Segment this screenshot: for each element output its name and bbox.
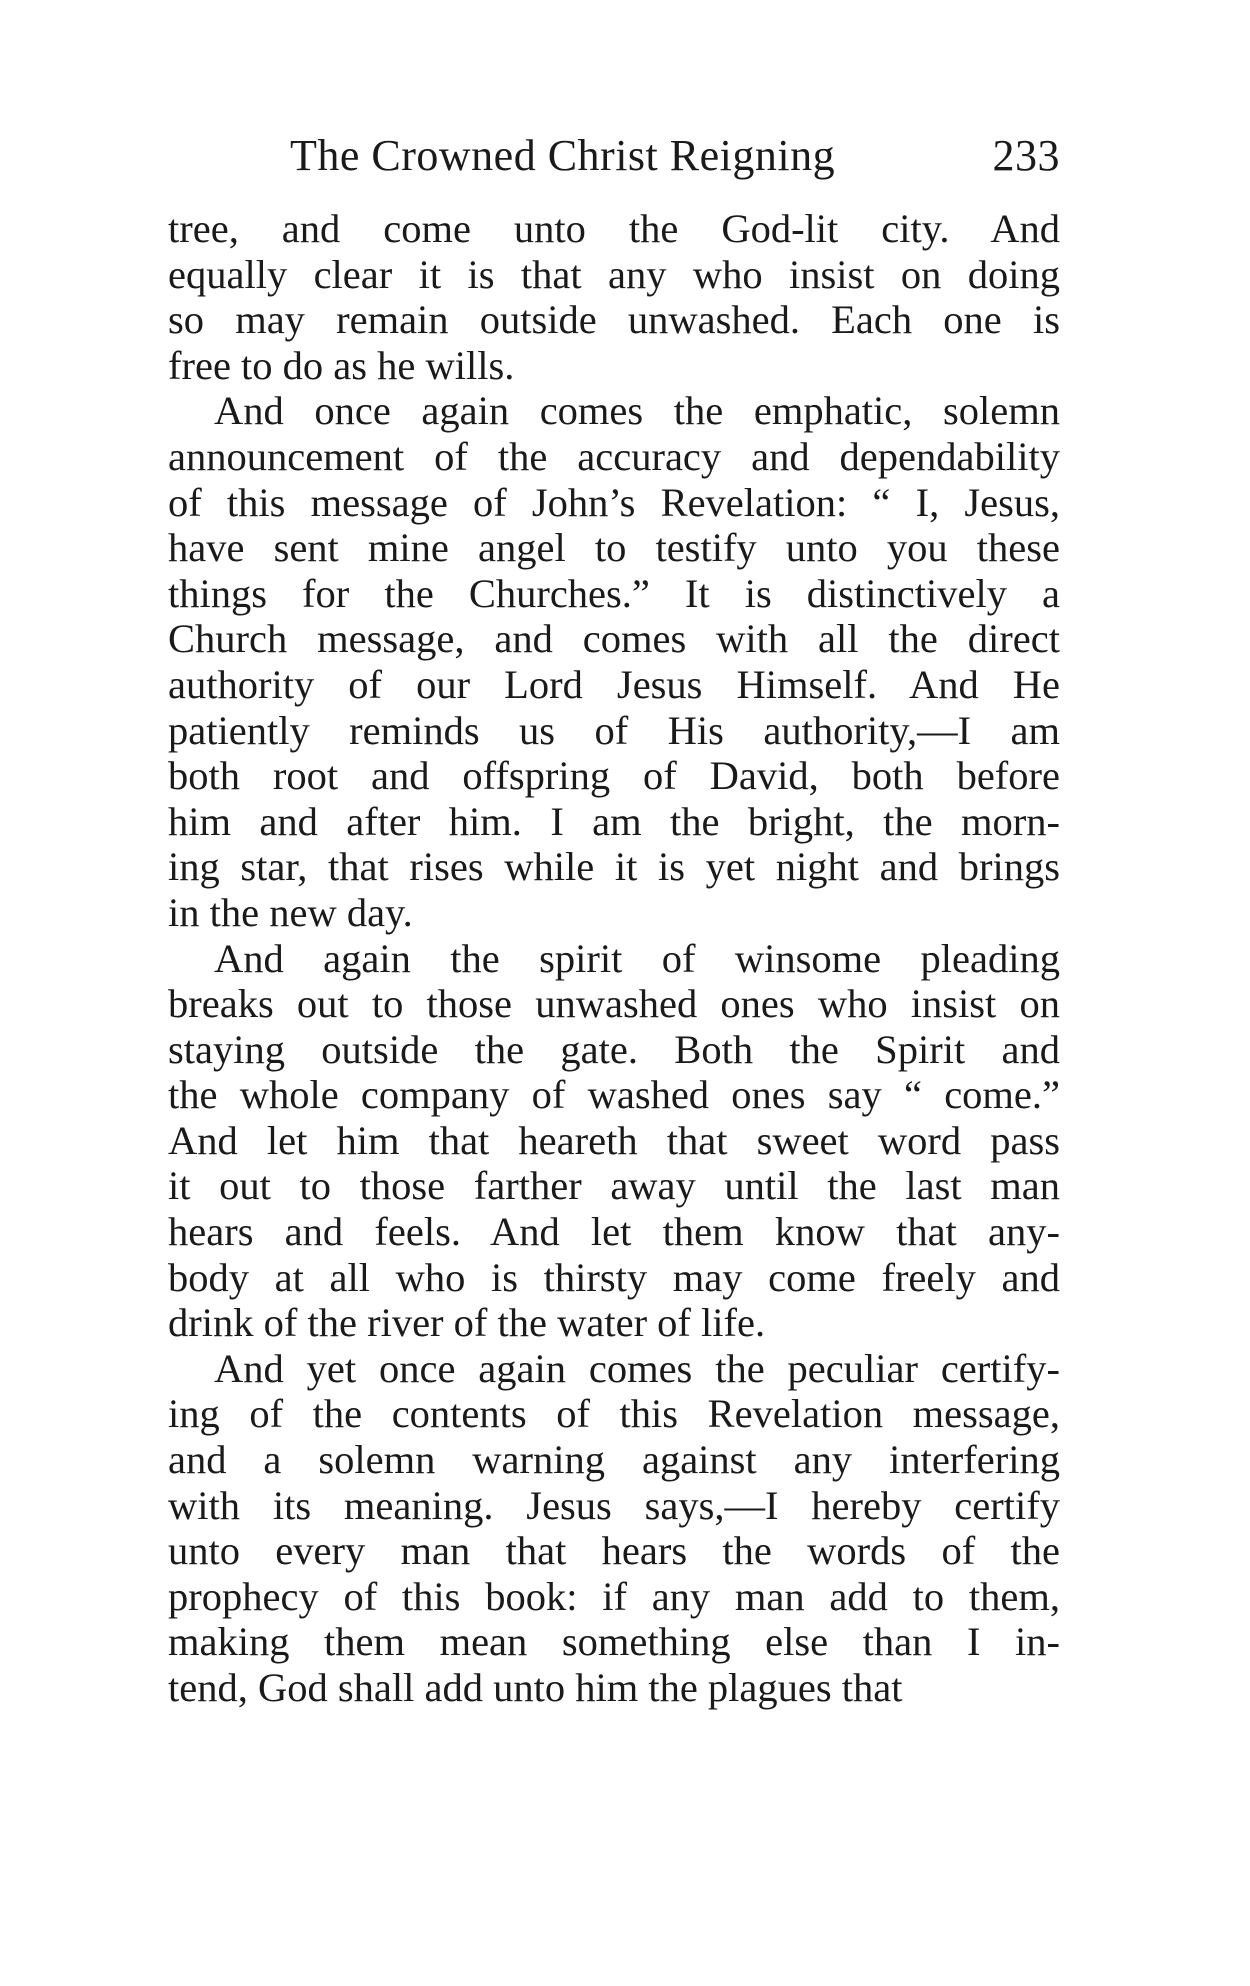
text-line: patiently reminds us of His authority,—I am [168,707,1060,753]
paragraph [168,936,1060,1346]
text-line: hears and feels. And let them know that any- [168,1209,1060,1255]
text-line: making them mean something else than I in- [168,1619,1060,1665]
text-line: ing of the contents of this Revelation message, [168,1391,1060,1437]
text-line: things for the Churches.” It is distinctively a [168,570,1060,616]
text-line: authority of our Lord Jesus Himself. And He [168,661,1060,707]
text-line: ing star, that rises while it is yet night and brings [168,844,1060,890]
paragraph [168,388,1060,935]
text-line: And again the spirit of winsome pleading [214,935,1060,981]
running-head [290,128,1060,184]
running-title: The Crowned Christ Reigning [290,131,836,180]
text-line: it out to those farther away until the last man [168,1163,1060,1209]
text-line: tree, and come unto the God-lit city. And [168,206,1060,251]
paragraph [168,206,1060,388]
text-line: And once again comes the emphatic, solemn [214,388,1060,434]
text-line: staying outside the gate. Both the Spirit and [168,1026,1060,1072]
text-line: with its meaning. Jesus says,—I hereby certify [168,1482,1060,1528]
text-line: and a solemn warning against any interfering [168,1437,1060,1483]
text-line: drink of the river of the water of life. [168,1300,766,1346]
text-line: unto every man that hears the words of the [168,1528,1060,1574]
text-line: announcement of the accuracy and dependability [168,433,1060,479]
text-line: body at all who is thirsty may come freely and [168,1254,1060,1300]
text-line: tend, God shall add unto him the plagues that [168,1665,903,1710]
text-line: free to do as he wills. [168,342,515,388]
text-line: Church message, and comes with all the direct [168,616,1060,662]
text-line: breaks out to those unwashed ones who insist on [168,981,1060,1027]
paragraph [168,1346,1060,1711]
text-line: so may remain outside unwashed. Each one is [168,297,1060,343]
text-line: him and after him. I am the bright, the morn- [168,798,1060,844]
text-line: And yet once again comes the peculiar certify- [214,1345,1060,1391]
page-number: 233 [992,131,1060,180]
text-line: equally clear it is that any who insist on doing [168,251,1060,297]
text-line: prophecy of this book: if any man add to them, [168,1573,1060,1619]
text-line: of this message of John’s Revelation: “ I, Jesus, [168,479,1060,525]
text-line: in the new day. [168,889,413,935]
body-text [168,206,1060,1711]
text-line: both root and offspring of David, both before [168,753,1060,799]
text-line: have sent mine angel to testify unto you these [168,525,1060,571]
text-line: the whole company of washed ones say “ come.” [168,1072,1060,1118]
text-line: And let him that heareth that sweet word pass [168,1117,1060,1163]
